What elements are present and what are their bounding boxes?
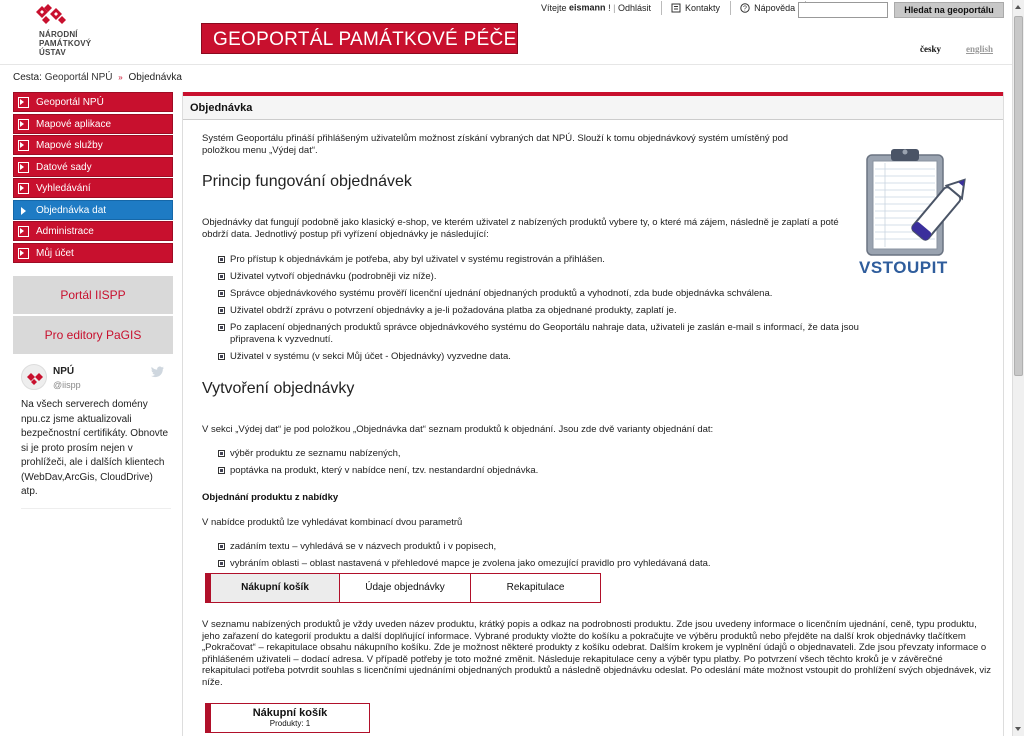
- sidebar-item-map-services[interactable]: [13, 135, 173, 155]
- page-scrollbar[interactable]: [1012, 0, 1024, 736]
- breadcrumb-current: Objednávka: [128, 72, 182, 83]
- sidebar-item-my-account[interactable]: [13, 243, 173, 263]
- principle-paragraph: Objednávky dat fungují podobně jako klasický e-shop, ve kterém uživatel z nabízených produktů vybere ty, o které má zájem, následně je zaplatí a poté obdrží data. Jednotlivý postup při vyřízení objednávky je následující:: [202, 217, 839, 240]
- list-item: poptávka na produkt, který v nabídce není, tzv. nestandardní objednávka.: [216, 465, 866, 477]
- sidebar-item-administration[interactable]: [13, 221, 173, 241]
- create-list: [216, 448, 866, 482]
- sidebar-item-label: Datové sady: [36, 161, 92, 173]
- heading-order-from-offer: Objednání produktu z nabídky: [202, 492, 339, 503]
- list-item: výběr produktu ze seznamu nabízených,: [216, 448, 866, 460]
- tab-shopping-cart[interactable]: Nákupní košík: [211, 574, 340, 602]
- logo-line-2: PAMÁTKOVÝ: [39, 39, 92, 48]
- contacts-label: Kontakty: [685, 3, 721, 14]
- principle-list: [216, 254, 866, 368]
- tab-recapitulation[interactable]: Rekapitulace: [506, 582, 565, 593]
- offer-paragraph: V nabídce produktů lze vyhledávat kombinací dvou parametrů: [202, 517, 463, 528]
- sidebar-item-label: Administrace: [36, 226, 94, 237]
- tweet-author-handle[interactable]: @iispp: [53, 380, 81, 390]
- arrow-right-icon: [20, 121, 24, 127]
- scroll-up-arrow-icon[interactable]: [1013, 0, 1024, 14]
- list-item: Pro přístup k objednávkám je potřeba, aby byl uživatel v systému registrován a přihlášen.: [216, 254, 866, 266]
- contacts-icon: [671, 3, 681, 13]
- sidebar-item-label: Objednávka dat: [36, 204, 107, 216]
- tab-order-details[interactable]: Údaje objednávky: [340, 574, 471, 602]
- welcome-prefix: Vítejte: [541, 3, 567, 13]
- intro-paragraph: Systém Geoportálu přináší přihlášeným uživatelům možnost získání vybraných dat NPÚ. Slouží k tomu objednávkový systém umístěný pod položkou menu „Výdej dat“.: [202, 133, 789, 156]
- portal-iispp-button[interactable]: Portál IISPP: [13, 276, 173, 314]
- tweet-author-name[interactable]: NPÚ: [53, 366, 75, 377]
- sidebar-item-search[interactable]: [13, 178, 173, 198]
- logo-line-3: ÚSTAV: [39, 48, 66, 57]
- sidebar-item-label: Vyhledávání: [36, 183, 91, 194]
- arrow-right-icon: [20, 142, 24, 148]
- sidebar-item-label: Můj účet: [36, 247, 74, 259]
- divider: [661, 1, 662, 15]
- site-banner[interactable]: GEOPORTÁL PAMÁTKOVÉ PÉČE: [201, 23, 518, 54]
- tweet-footer: [21, 508, 171, 516]
- search-button[interactable]: Hledat na geoportálu: [894, 2, 1004, 18]
- contacts-link[interactable]: [671, 3, 720, 14]
- sidebar-item-label: Mapové služby: [36, 140, 103, 151]
- order-steps-tabs: [205, 573, 601, 603]
- list-item: Uživatel vytvoří objednávku (podrobněji viz níže).: [216, 271, 866, 283]
- enter-label[interactable]: VSTOUPIT: [859, 258, 948, 277]
- sidebar-item-datasets[interactable]: [13, 157, 173, 177]
- arrow-right-icon: [20, 99, 24, 105]
- npu-logo-icon: [32, 2, 72, 30]
- scroll-down-arrow-icon[interactable]: [1013, 722, 1024, 736]
- list-item: vybráním oblasti – oblast nastavená v přehledové mapce je zvolena jako omezující pravidlo pro vyhledávaná data.: [216, 558, 866, 570]
- list-item: Správce objednávkového systému prověří licenční ujednání objednaných produktů a vyhodnotí, zda bude objednávka schválena.: [216, 288, 866, 300]
- username: eismann: [569, 2, 606, 13]
- help-label: Nápověda: [754, 3, 796, 14]
- list-item: Uživatel v systému (v sekci Můj účet - Objednávky) vyzvedne data.: [216, 351, 866, 363]
- pagis-editors-button[interactable]: Pro editory PaGIS: [13, 316, 173, 354]
- search-input[interactable]: [798, 2, 888, 18]
- shopping-cart-box[interactable]: [205, 703, 370, 733]
- breadcrumb: [13, 72, 182, 83]
- twitter-bird-icon[interactable]: [151, 366, 165, 378]
- main-titlebar: [183, 92, 1003, 120]
- header-divider: [0, 64, 1012, 65]
- help-icon: [740, 3, 750, 13]
- list-item: Uživatel obdrží zprávu o potvrzení objednávky a je-li požadována platba za objednané produkty, zaplatí je.: [216, 305, 866, 317]
- help-link[interactable]: [740, 3, 795, 14]
- arrow-right-icon: [21, 207, 26, 215]
- svg-text:?: ?: [743, 5, 748, 13]
- logo-line-1: NÁRODNÍ: [39, 30, 78, 39]
- lang-czech[interactable]: česky: [920, 44, 941, 54]
- divider: [730, 1, 731, 15]
- sidebar-item-label: Geoportál NPÚ: [36, 97, 104, 108]
- sidebar-item-map-apps[interactable]: [13, 114, 173, 134]
- npu-avatar-icon: [22, 365, 48, 391]
- arrow-right-icon: [20, 185, 24, 191]
- logo-text: [39, 30, 91, 57]
- scroll-thumb[interactable]: [1014, 16, 1023, 376]
- avatar[interactable]: [21, 364, 47, 390]
- breadcrumb-home-link[interactable]: Geoportál NPÚ: [44, 72, 113, 83]
- breadcrumb-prefix: Cesta:: [13, 72, 42, 83]
- sidebar-nav: [13, 92, 173, 264]
- cart-box-title: Nákupní košík: [252, 707, 328, 719]
- create-paragraph: V sekci „Výdej dat“ je pod položkou „Objednávka dat“ seznam produktů k objednání. Jsou zde dvě varianty objednání dat:: [202, 424, 714, 435]
- breadcrumb-separator: »: [118, 73, 123, 82]
- list-item: Po zaplacení objednaných produktů správce objednávkového systému do Geoportálu nahraje data, uživateli je zaslán e-mail s informací, že data jsou připravena k vyzvednutí.: [216, 322, 866, 345]
- welcome-suffix: !: [608, 3, 611, 13]
- sidebar-item-geoportal[interactable]: [13, 92, 173, 112]
- heading-create-order: Vytvoření objednávky: [202, 380, 355, 397]
- sidebar-item-label: Mapové aplikace: [36, 118, 112, 130]
- offer-list: [216, 541, 866, 575]
- arrow-right-icon: [20, 164, 24, 170]
- cart-paragraph: V seznamu nabízených produktů je vždy uveden název produktu, krátký popis a odkaz na podrobnosti produktu. Zde jsou uvedeny informace o licenčním ujednání, ceně, typu produktu, jeho zařazení do kategorií produktu a další doplňující informace. Vybrané produkty vložte do košíku a pokračujte ve výběru produktů nebo přejděte na další krok objednávky tlačítkem „Pokračovat“ – rekapitulace obsahu nákupního košíku. Zde je možnost některé produkty z košíku odebrat. Dalším krokem je vyplnění údajů o objednavateli. Zde jsou převzaty informace o přihlášeném uživateli – dodací adresa. V případě potřeby je toto možné změnit. Následuje rekapitulace ceny a výběr typu platby. Po potvrzení všech těchto kroků je v závěrečné rekapitulaci potřeba potvrdit souhlas s licenčními ujednáními objednaných produktů a následně objednávku odeslat. Po odeslání máte možnost vstoupit do prohlížení svých objednávek, viz níže.: [202, 619, 991, 688]
- top-links: Vítejte eismann ! | Odhlásit Kontakty ? Nápověda: [541, 1, 813, 15]
- twitter-widget: [13, 358, 173, 516]
- arrow-right-icon: [20, 250, 24, 256]
- list-item: zadáním textu – vyhledává se v názvech produktů i v popisech,: [216, 541, 866, 553]
- tweet-text: Na všech serverech domény npu.cz jsme aktualizovali bezpečnostní certifikáty. Obnovte si je proto prosím nejen v prohlížeči, ale i dalších klientech (WebDav,ArcGis, CloudDrive) atp.: [21, 399, 169, 497]
- logout-link[interactable]: Odhlásit: [617, 3, 651, 13]
- arrow-right-icon: [20, 228, 24, 234]
- lang-english[interactable]: english: [966, 44, 994, 54]
- sidebar-item-order-data[interactable]: [13, 200, 173, 220]
- page-title: Objednávka: [190, 102, 253, 114]
- cart-box-count: Produkty: 1: [269, 719, 311, 728]
- heading-principle: Princip fungování objednávek: [202, 173, 412, 190]
